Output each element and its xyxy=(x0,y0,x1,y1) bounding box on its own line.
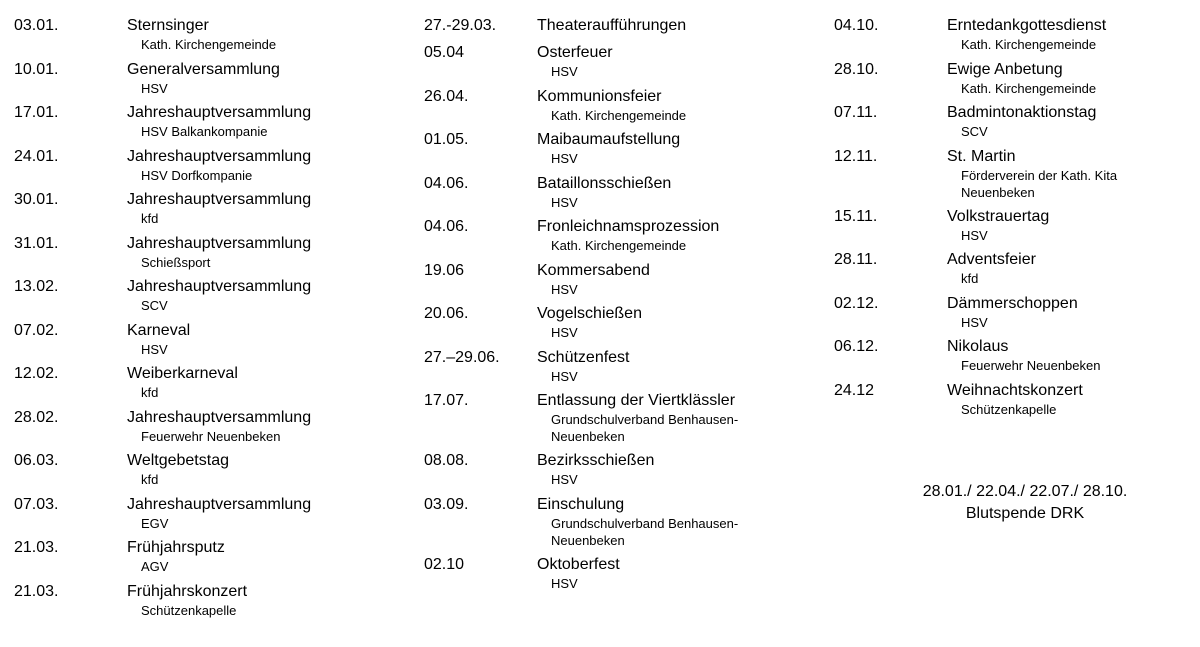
event-details xyxy=(127,538,311,575)
event-title: Badmintonaktionstag xyxy=(947,104,1097,121)
event-date: 28.11. xyxy=(834,251,878,268)
event-title: Adventsfeier xyxy=(947,251,1036,268)
event-organizer: Grundschulverband Benhausen- Neuenbeken xyxy=(551,515,739,548)
event-organizer: HSV xyxy=(551,64,578,79)
event-row xyxy=(424,304,738,348)
event-title: Weihnachtskonzert xyxy=(947,381,1083,399)
blood-donation-note xyxy=(880,481,1170,525)
event-row xyxy=(834,147,1117,207)
event-details xyxy=(947,147,1117,201)
event-row xyxy=(424,87,738,131)
event-date: 08.08. xyxy=(424,452,469,469)
event-organizer: HSV xyxy=(551,281,578,297)
event-title: Jahreshauptversammlung xyxy=(127,278,312,295)
event-title: Bezirksschießen xyxy=(537,452,655,469)
event-date: 01.05. xyxy=(424,131,469,148)
event-row xyxy=(14,538,311,582)
event-organizer: HSV xyxy=(551,368,578,384)
event-row xyxy=(424,217,738,261)
event-row xyxy=(834,337,1117,381)
event-details xyxy=(127,408,311,445)
event-date: 04.06. xyxy=(424,218,469,235)
event-details xyxy=(947,60,1117,97)
event-organizer: EGV xyxy=(141,515,169,531)
event-row xyxy=(14,103,311,147)
event-details xyxy=(127,321,311,358)
event-details xyxy=(127,451,311,488)
event-details xyxy=(537,217,738,254)
event-date: 12.02. xyxy=(14,365,59,382)
event-date: 07.03. xyxy=(14,495,59,513)
event-details xyxy=(127,60,311,97)
event-details xyxy=(947,294,1117,331)
event-date: 17.01. xyxy=(14,104,59,121)
event-title: Jahreshauptversammlung xyxy=(127,234,312,252)
event-date: 06.12. xyxy=(834,338,879,355)
event-date: 21.03. xyxy=(14,539,59,556)
event-organizer: HSV xyxy=(551,325,578,340)
event-title: Bataillonsschießen xyxy=(537,174,672,192)
event-organizer: Schützenkapelle xyxy=(141,602,237,618)
event-title: Jahreshauptversammlung xyxy=(127,191,312,208)
event-title: Jahreshauptversammlung xyxy=(127,408,312,426)
event-organizer: HSV xyxy=(551,194,578,210)
event-row xyxy=(14,582,311,626)
event-details xyxy=(537,304,738,341)
event-row xyxy=(834,16,1117,60)
event-title: Kommersabend xyxy=(537,261,650,279)
event-title: Karneval xyxy=(127,321,191,339)
event-details xyxy=(947,207,1117,244)
event-date: 02.10 xyxy=(424,555,465,573)
event-date: 07.02. xyxy=(14,321,59,339)
event-organizer: Kath. Kirchengemeinde xyxy=(551,238,687,253)
event-row xyxy=(424,16,738,43)
event-organizer: kfd xyxy=(961,271,979,286)
event-organizer: HSV xyxy=(961,227,988,243)
event-details xyxy=(127,190,311,227)
event-organizer: Kath. Kirchengemeinde xyxy=(141,37,277,52)
event-date: 21.03. xyxy=(14,582,59,600)
event-date: 19.06 xyxy=(424,261,465,279)
event-row xyxy=(834,207,1117,251)
event-title: Sternsinger xyxy=(127,17,209,34)
event-organizer: Grundschulverband Benhausen- Neuenbeken xyxy=(551,412,739,444)
event-row xyxy=(14,277,311,321)
event-organizer: Schießsport xyxy=(141,254,211,270)
event-details xyxy=(127,16,311,53)
event-title: Weiberkarneval xyxy=(127,365,238,382)
event-details xyxy=(947,103,1117,140)
event-row xyxy=(834,381,1117,425)
blood-donation-label: Blutspende DRK xyxy=(965,505,1085,522)
event-details xyxy=(127,364,311,401)
event-date: 28.10. xyxy=(834,60,879,78)
event-details xyxy=(947,381,1117,418)
event-organizer: AGV xyxy=(141,559,169,574)
event-title: Generalversammlung xyxy=(127,60,280,78)
event-title: Volkstrauertag xyxy=(947,207,1050,225)
event-organizer: HSV Dorfkompanie xyxy=(141,167,253,183)
event-title: Weltgebetstag xyxy=(127,452,229,469)
event-row xyxy=(14,234,311,278)
event-row xyxy=(14,16,311,60)
event-row xyxy=(424,348,738,392)
event-organizer: Feuerwehr Neuenbeken xyxy=(141,428,281,444)
event-details xyxy=(537,261,738,298)
event-title: Frühjahrskonzert xyxy=(127,582,248,600)
event-organizer: kfd xyxy=(141,472,159,487)
event-row xyxy=(424,391,738,451)
event-details xyxy=(127,234,311,271)
event-row xyxy=(834,250,1117,294)
event-organizer: HSV xyxy=(961,314,988,330)
event-date: 27.–29.06. xyxy=(424,348,500,366)
event-date: 27.-29.03. xyxy=(424,17,497,34)
event-date: 13.02. xyxy=(14,278,59,295)
event-organizer: HSV xyxy=(551,575,578,591)
event-details xyxy=(537,348,738,385)
event-details xyxy=(127,103,311,140)
event-details xyxy=(537,87,738,124)
event-organizer: SCV xyxy=(141,298,168,313)
event-date: 30.01. xyxy=(14,191,59,208)
event-row xyxy=(424,261,738,305)
column-october-december xyxy=(834,16,1117,424)
event-title: Jahreshauptversammlung xyxy=(127,495,312,513)
event-organizer: kfd xyxy=(141,211,159,226)
blood-donation-dates: 28.01./ 22.04./ 22.07./ 28.10. xyxy=(922,483,1128,500)
event-details xyxy=(127,582,311,619)
event-title: Jahreshauptversammlung xyxy=(127,104,312,121)
event-row xyxy=(424,451,738,495)
event-title: Einschulung xyxy=(537,495,625,513)
event-title: Dämmerschoppen xyxy=(947,294,1078,312)
event-details xyxy=(537,495,738,549)
event-row xyxy=(14,190,311,234)
event-date: 04.06. xyxy=(424,174,469,192)
event-row xyxy=(834,103,1117,147)
event-date: 15.11. xyxy=(834,207,878,225)
event-row xyxy=(14,408,311,452)
event-date: 03.09. xyxy=(424,495,469,513)
event-details xyxy=(537,174,738,211)
event-date: 20.06. xyxy=(424,305,469,322)
event-title: Jahreshauptversammlung xyxy=(127,147,312,165)
event-date: 17.07. xyxy=(424,392,469,409)
event-details xyxy=(947,250,1117,287)
event-title: Nikolaus xyxy=(947,338,1009,355)
event-date: 03.01. xyxy=(14,17,59,34)
event-title: Fronleichnamsprozession xyxy=(537,218,720,235)
event-date: 06.03. xyxy=(14,452,59,469)
event-row xyxy=(424,555,738,599)
event-title: Ewige Anbetung xyxy=(947,60,1063,78)
event-date: 10.01. xyxy=(14,60,59,78)
event-row xyxy=(834,294,1117,338)
event-row xyxy=(424,130,738,174)
column-march-october xyxy=(424,16,738,598)
event-details xyxy=(947,337,1117,374)
event-date: 12.11. xyxy=(834,147,878,165)
event-date: 31.01. xyxy=(14,234,59,252)
event-row xyxy=(424,174,738,218)
event-date: 04.10. xyxy=(834,17,879,34)
event-date: 26.04. xyxy=(424,87,469,105)
event-organizer: HSV xyxy=(551,472,578,487)
event-title: Entlassung der Viertklässler xyxy=(537,392,736,409)
event-details xyxy=(127,147,311,184)
event-organizer: Schützenkapelle xyxy=(961,401,1057,417)
event-organizer: Förderverein der Kath. Kita Neuenbeken xyxy=(961,167,1118,200)
event-date: 07.11. xyxy=(834,104,878,121)
event-row xyxy=(424,43,738,87)
event-details xyxy=(537,43,738,80)
event-date: 02.12. xyxy=(834,294,879,312)
event-title: Osterfeuer xyxy=(537,44,613,61)
event-row xyxy=(14,321,311,365)
event-title: Schützenfest xyxy=(537,348,630,366)
event-organizer: HSV Balkankompanie xyxy=(141,124,268,139)
event-organizer: Feuerwehr Neuenbeken xyxy=(961,358,1101,373)
event-details xyxy=(127,277,311,314)
event-organizer: Kath. Kirchengemeinde xyxy=(551,107,687,123)
event-title: Maibaumaufstellung xyxy=(537,131,681,148)
event-date: 05.04 xyxy=(424,44,465,61)
event-title: Oktoberfest xyxy=(537,555,620,573)
event-row xyxy=(834,60,1117,104)
event-organizer: kfd xyxy=(141,385,159,400)
event-details xyxy=(947,16,1117,53)
event-details xyxy=(537,555,738,592)
event-row xyxy=(14,495,311,539)
event-organizer: HSV xyxy=(551,151,578,166)
event-organizer: HSV xyxy=(141,80,168,96)
event-title: Frühjahrsputz xyxy=(127,539,225,556)
event-details xyxy=(537,130,738,167)
event-title: Kommunionsfeier xyxy=(537,87,662,105)
event-details xyxy=(537,16,738,36)
event-date: 24.01. xyxy=(14,147,59,165)
event-details xyxy=(537,391,738,445)
column-january-march xyxy=(14,16,311,625)
event-organizer: Kath. Kirchengemeinde xyxy=(961,37,1097,52)
event-organizer: Kath. Kirchengemeinde xyxy=(961,80,1097,96)
event-date: 24.12 xyxy=(834,381,875,399)
event-row xyxy=(424,495,738,555)
event-title: Vogelschießen xyxy=(537,305,642,322)
event-title: Theateraufführungen xyxy=(537,17,687,34)
event-details xyxy=(537,451,738,488)
event-title: St. Martin xyxy=(947,147,1016,165)
event-title: Erntedankgottesdienst xyxy=(947,17,1107,34)
event-organizer: SCV xyxy=(961,124,988,139)
event-details xyxy=(127,495,311,532)
event-row xyxy=(14,60,311,104)
event-row xyxy=(14,364,311,408)
event-organizer: HSV xyxy=(141,341,168,357)
event-row xyxy=(14,451,311,495)
event-row xyxy=(14,147,311,191)
event-date: 28.02. xyxy=(14,408,59,426)
